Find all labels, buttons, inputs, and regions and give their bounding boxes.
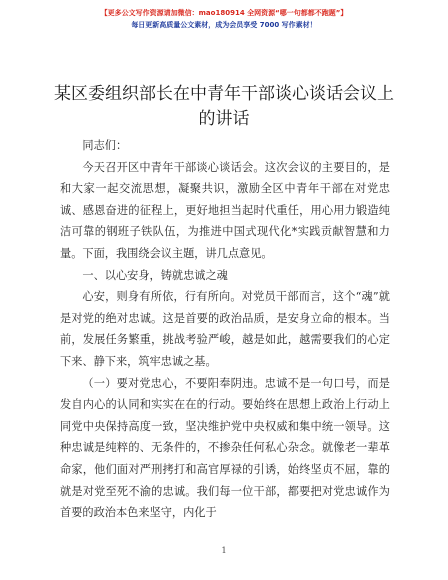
page-number: 1 xyxy=(221,546,227,555)
paragraph-intro: 今天召开区中青年干部谈心谈话会。这次会议的主要目的，是和大家一起交流思想，凝聚共识，激励全区中青年干部在对党忠诚、感恩奋进的征程上，更好地担当起时代重任，用心用力锻造纯洁可靠的钢班子铁队伍，为推进中国式现代化*实践贡献智慧和力量。下面，我围绕会议主题，讲几点意见。 xyxy=(60,160,390,260)
document-title: 某区委组织部长在中青年干部谈心谈话会议上的讲话 xyxy=(54,84,394,129)
section-heading-1: 一、以心安身，铸就忠诚之魂 xyxy=(82,268,228,282)
document-body xyxy=(60,135,390,524)
promo-banner-line2: 每日更新高质量公文素材，成为会员享受 7000 写作素材！ xyxy=(131,21,317,29)
promo-banner xyxy=(0,8,448,30)
greeting: 同志们： xyxy=(82,139,128,152)
promo-banner-line1: 【更多公文写作资源请加微信：mao180914 全网资源“哪一句都都不跑题”】 xyxy=(100,9,348,17)
paragraph-section-1: 心安，则身有所依，行有所向。对党员干部而言，这个“魂”就是对党的绝对忠诚。这是首要的政治品质，是安身立命的根本。当前，发展任务繁重，挑战考验严峻，越是如此，越需要我们的心定下来、静下来，筑牢忠诚之基。 xyxy=(60,290,390,368)
paragraph-subsection-1: （一）要对党忠心，不要阳奉阴违。忠诚不是一句口号，而是发自内心的认同和实实在在的行动。要始终在思想上政治上行动上同党中央保持高度一致，坚决维护党中央权威和集中统一领导。这种忠诚是纯粹的、无条件的，不掺杂任何私心杂念。就像老一辈革命家，他们面对严刑拷打和高官厚禄的引诱，始终坚贞不屈，靠的就是对党至死不渝的忠诚。我们每一位干部，都要把对党忠诚作为首要的政治本色来坚守，内化于 xyxy=(60,376,390,520)
